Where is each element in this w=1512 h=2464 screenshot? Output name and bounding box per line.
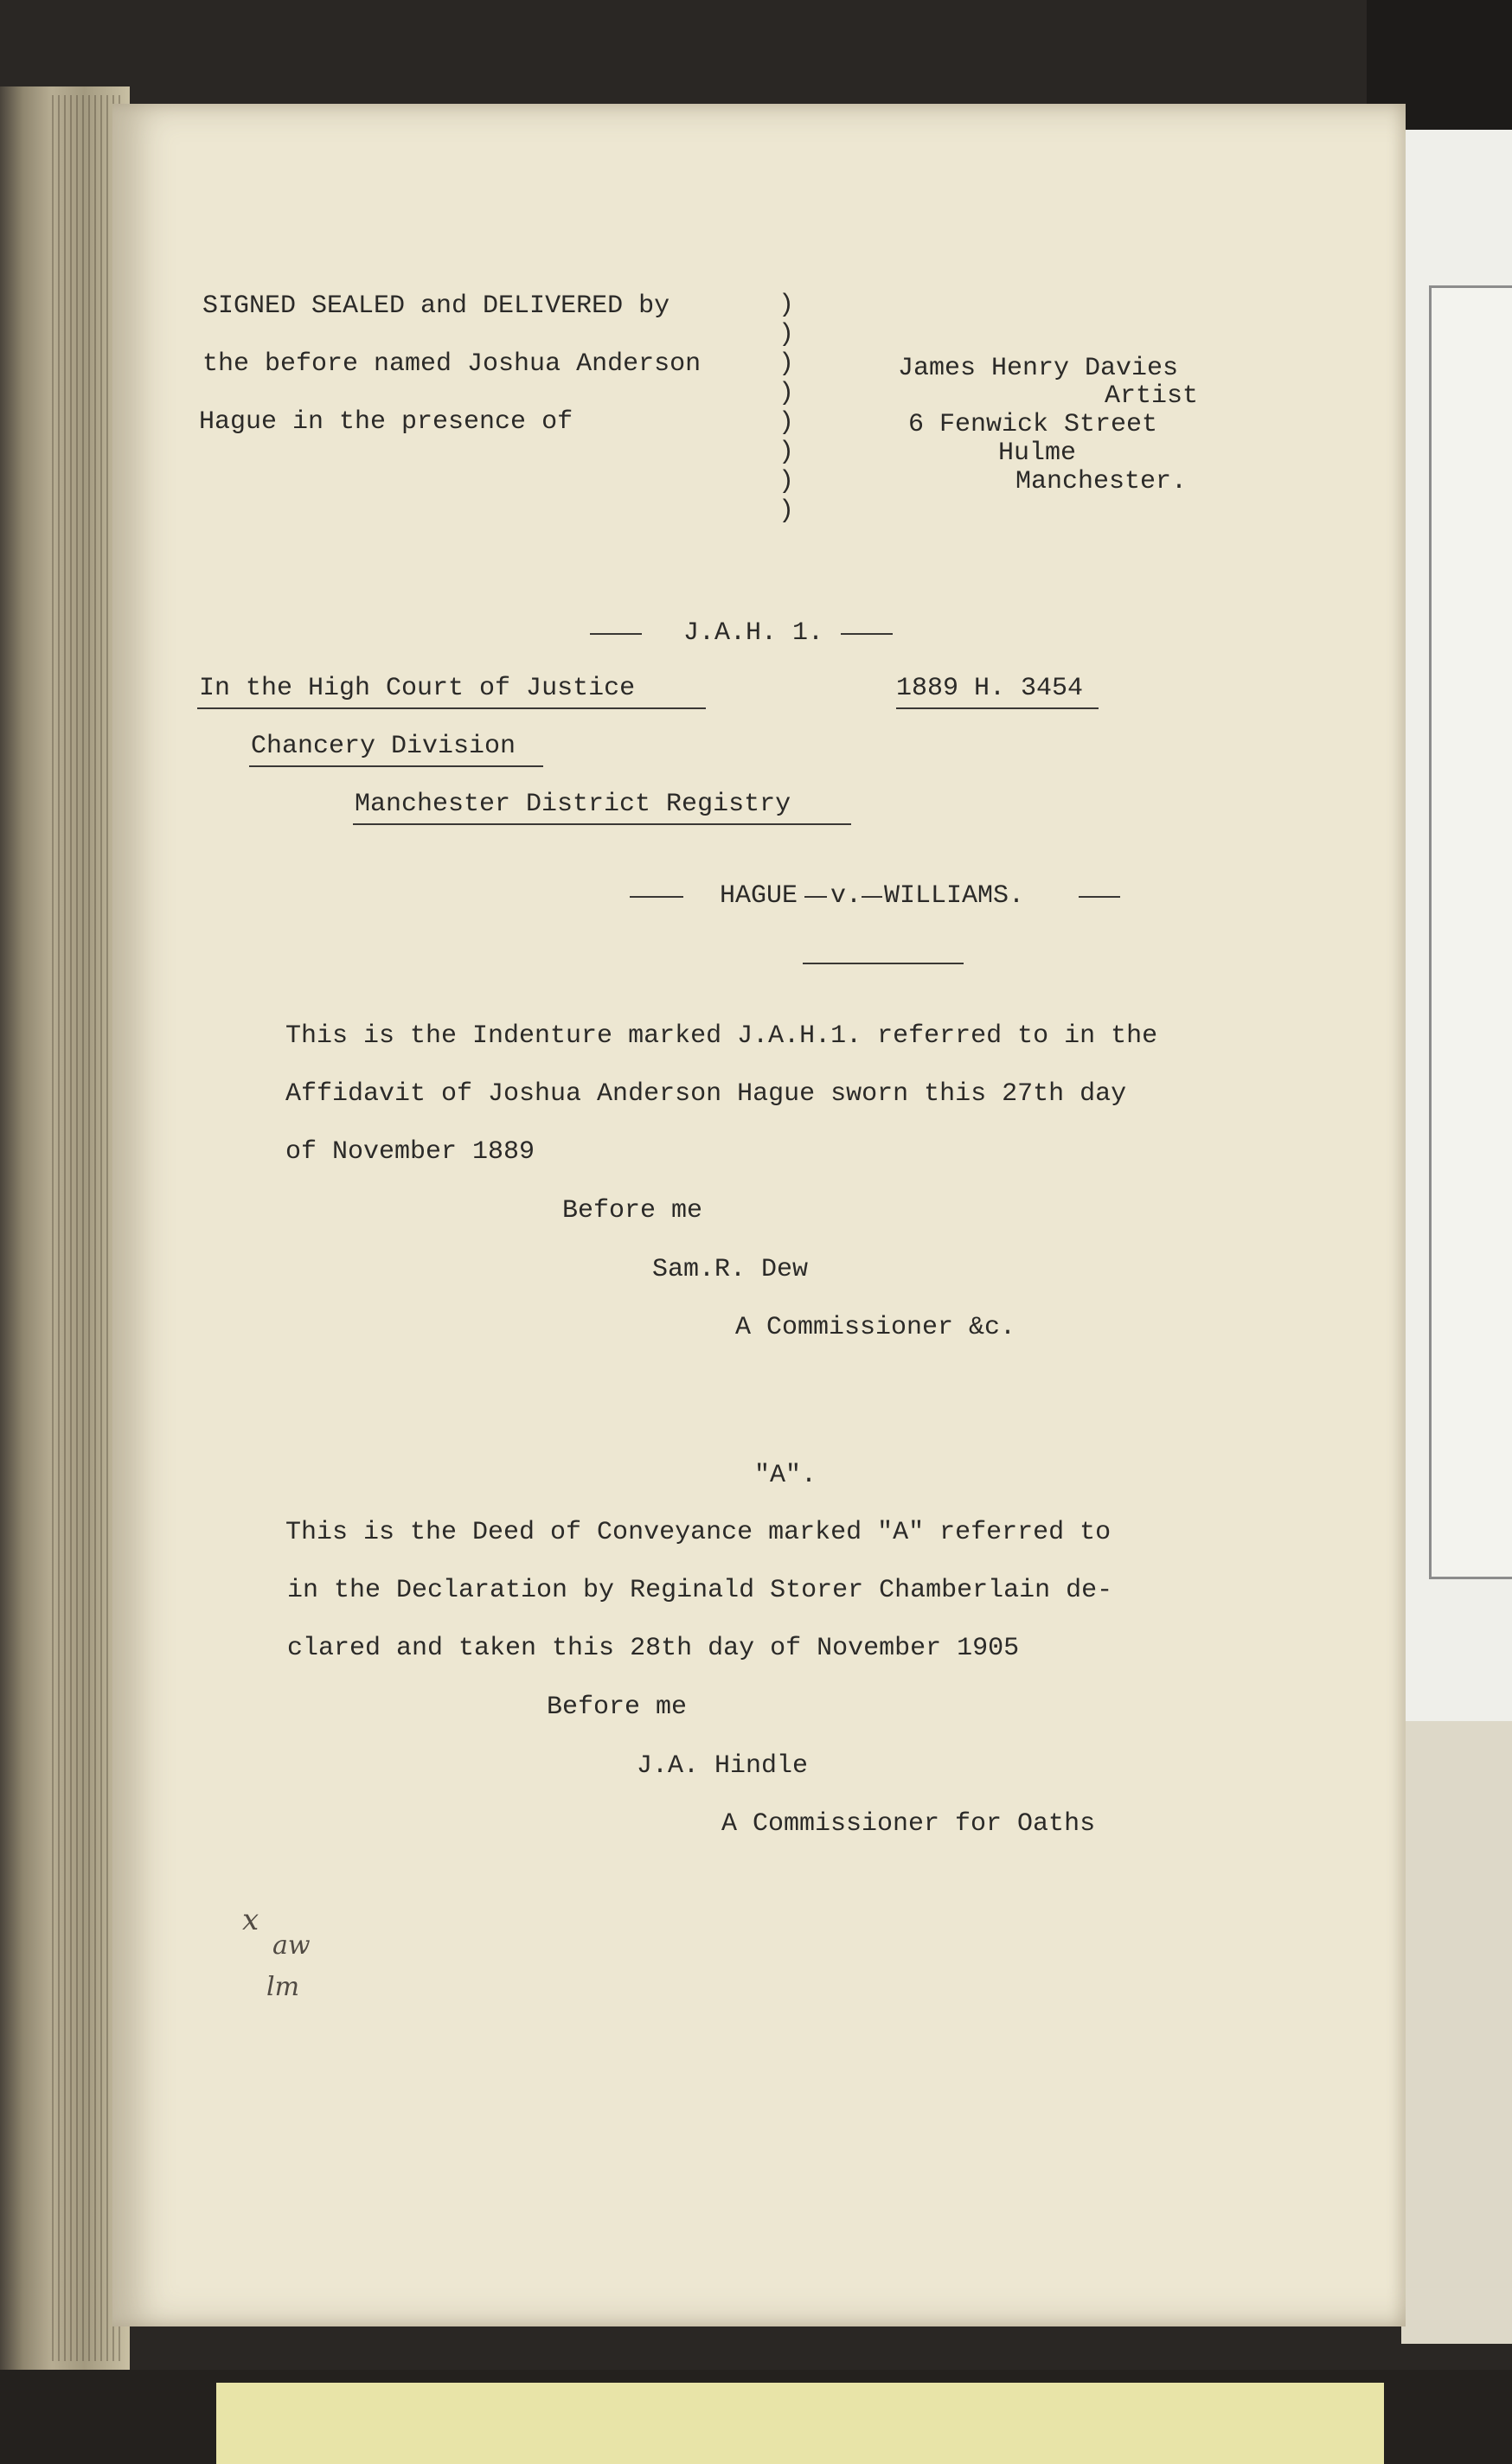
- witness-occupation: Artist: [1105, 381, 1199, 411]
- party-plaintiff: HAGUE: [720, 881, 798, 911]
- margin-note-3: lm: [266, 1972, 300, 2002]
- party-defendant: WILLIAMS.: [884, 881, 1025, 911]
- margin-note-2: aw: [272, 1930, 311, 1961]
- court-registry: Manchester District Registry: [355, 790, 791, 819]
- page-edges: [52, 95, 121, 2361]
- parties-dash-mid-2: [862, 896, 882, 898]
- deed-mark: "A".: [754, 1461, 817, 1490]
- attestation-line-1: SIGNED SEALED and DELIVERED by: [202, 291, 670, 321]
- right-lower-sheet: [1401, 1721, 1512, 2344]
- bracket: ): [778, 291, 795, 320]
- bracket: ): [778, 349, 795, 379]
- indenture-commissioner: A Commissioner &c.: [735, 1313, 1016, 1342]
- deed-line-3: clared and taken this 28th day of November 1905: [287, 1634, 1020, 1663]
- indenture-line-2: Affidavit of Joshua Anderson Hague sworn this 27th day: [285, 1079, 1127, 1109]
- deed-commissioner: A Commissioner for Oaths: [721, 1809, 1096, 1839]
- case-number: 1889 H. 3454: [896, 674, 1084, 703]
- deed-before: Before me: [547, 1693, 688, 1722]
- deed-line-1: This is the Deed of Conveyance marked "A" referred to: [285, 1518, 1112, 1547]
- case-number-underline: [896, 707, 1099, 709]
- witness-city: Manchester.: [1015, 467, 1188, 496]
- bracket: ): [778, 408, 795, 438]
- bracket: ): [778, 496, 795, 526]
- margin-note-1: x: [242, 1903, 259, 1937]
- parties-dash-left: [630, 896, 683, 898]
- party-v: v.: [830, 881, 862, 911]
- witness-district: Hulme: [998, 438, 1077, 468]
- exhibit-mark: J.A.H. 1.: [683, 618, 824, 648]
- court-name: In the High Court of Justice: [199, 674, 636, 703]
- section-divider: [803, 963, 964, 964]
- parties-dash-right: [1079, 896, 1120, 898]
- mark-dash-left: [590, 633, 642, 635]
- attestation-line-3: Hague in the presence of: [199, 407, 573, 437]
- deed-signer: J.A. Hindle: [637, 1751, 809, 1781]
- bracket: ): [778, 379, 795, 408]
- document-page: [112, 104, 1406, 2326]
- indenture-before: Before me: [562, 1196, 703, 1226]
- bracket-column: [778, 291, 794, 526]
- court-division: Chancery Division: [251, 732, 516, 761]
- indenture-signer: Sam.R. Dew: [652, 1255, 809, 1284]
- indenture-line-3: of November 1889: [285, 1137, 535, 1167]
- right-sheet-frame: [1429, 285, 1512, 1579]
- bracket: ): [778, 467, 795, 496]
- parties-dash-mid: [804, 896, 827, 898]
- bracket: ): [778, 320, 795, 349]
- attestation-line-2: the before named Joshua Anderson: [202, 349, 702, 379]
- division-underline: [249, 765, 543, 767]
- registry-underline: [353, 823, 851, 825]
- witness-street: 6 Fenwick Street: [908, 410, 1158, 439]
- mark-dash-right: [841, 633, 893, 635]
- witness-name: James Henry Davies: [898, 354, 1179, 383]
- yellow-slip: [216, 2383, 1384, 2464]
- indenture-line-1: This is the Indenture marked J.A.H.1. referred to in the: [285, 1021, 1158, 1051]
- deed-line-2: in the Declaration by Reginald Storer Chamberlain de-: [287, 1576, 1113, 1605]
- bracket: ): [778, 438, 795, 467]
- court-underline: [197, 707, 706, 709]
